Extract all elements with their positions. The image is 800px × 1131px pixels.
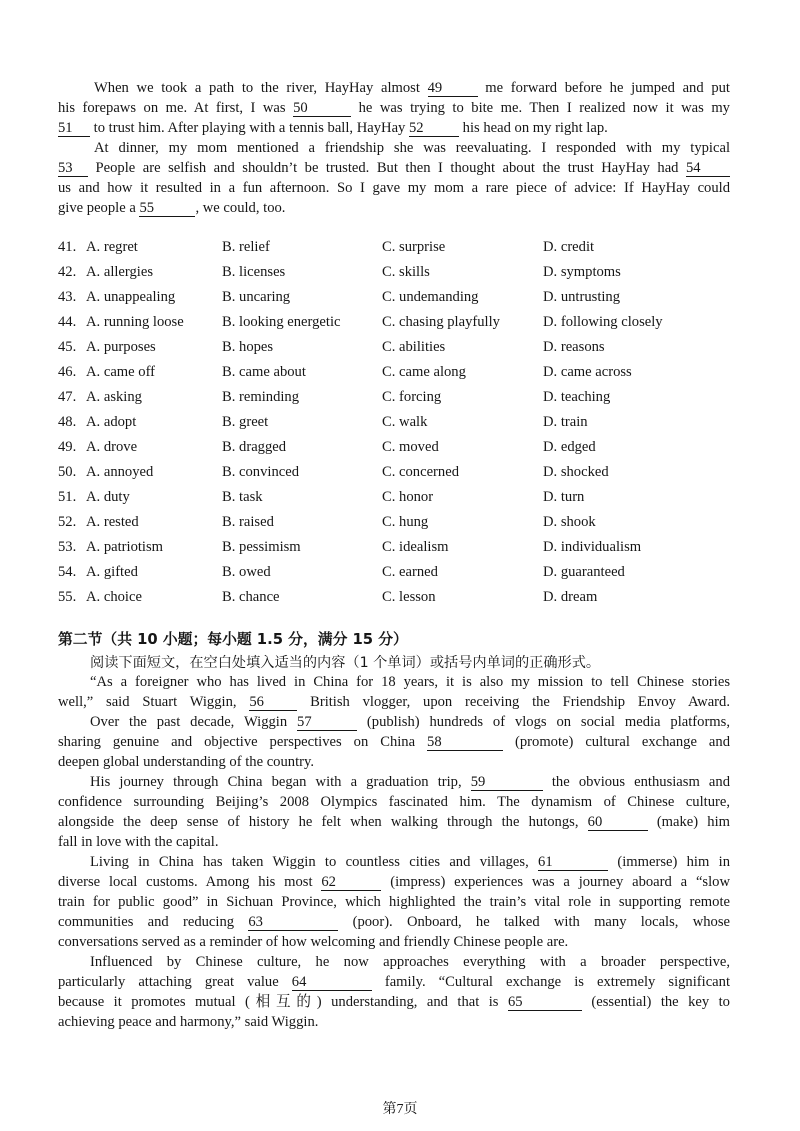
blank-58: 58 [427,734,503,751]
passage2-line: because it promotes mutual (相互的) understanding, and that is 65 (essential) the key to [58,994,730,1010]
option-b: B. hopes [222,339,274,355]
passage2-line: Influenced by Chinese culture, he now approaches everything with a broader perspective, [90,954,730,970]
option-b: B. chance [222,589,280,605]
question-number: 44. [58,314,77,330]
option-b: B. licenses [222,264,286,280]
passage2-line: conversations served as a reminder of how welcoming and friendly Chinese people are. [58,934,569,950]
blank-63: 63 [248,914,338,931]
blank-61: 61 [538,854,608,871]
blank-49: 49 [428,80,478,97]
option-c: C. concerned [382,464,459,480]
option-a: A. allergies [86,264,154,280]
option-b: B. task [222,489,263,505]
blank-56: 56 [249,694,297,711]
blank-57: 57 [297,714,357,731]
option-d: D. shocked [543,464,609,480]
option-c: C. chasing playfully [382,314,500,330]
question-number: 41. [58,239,77,255]
option-d: D. individualism [543,539,642,555]
option-a: A. running loose [86,314,184,330]
passage1-line: When we took a path to the river, HayHay almost 49 me forward before he jumped and put [94,80,730,96]
passage2-line: particularly attaching great value 64 family. “Cultural exchange is extremely significant [58,974,730,990]
option-c: C. idealism [382,539,449,555]
passage1-line: At dinner, my mom mentioned a friendship she was reevaluating. I responded with my typical [94,140,730,156]
option-b: B. greet [222,414,269,430]
option-d: D. guaranteed [543,564,625,580]
passage2-line: achieving peace and harmony,” said Wiggin. [58,1014,319,1030]
blank-51: 51 [58,120,90,137]
question-number: 52. [58,514,77,530]
passage1-line: us and how it resulted in a fun afternoon. So I gave my mom a rare piece of advice: If HayHay could [58,180,730,196]
option-d: D. teaching [543,389,611,405]
option-d: D. credit [543,239,595,255]
option-d: D. dream [543,589,598,605]
option-a: A. duty [86,489,130,505]
passage2-line: alongside the deep sense of history he felt when walking through the hutongs, 60 (make) him [58,814,730,830]
section-instructions: 阅读下面短文，在空白处填入适当的内容（1 个单词）或括号内单词的正确形式。 [90,655,601,671]
option-c: C. forcing [382,389,442,405]
blank-65: 65 [508,994,582,1011]
question-number: 47. [58,389,77,405]
passage2-line: well,” said Stuart Wiggin, 56 British vlogger, upon receiving the Friendship Envoy Award. [58,694,730,710]
option-a: A. annoyed [86,464,154,480]
page-number: 第7页 [382,1102,418,1117]
passage1-line: 53 People are selfish and shouldn’t be trusted. But then I thought about the trust HayHay had 54 [58,158,730,178]
question-number: 46. [58,364,77,380]
question-number: 45. [58,339,77,355]
option-a: A. came off [86,364,156,380]
option-a: A. purposes [86,339,156,355]
option-c: C. hung [382,514,429,530]
passage2-line: communities and reducing 63 (poor). Onboard, he talked with many locals, whose [58,914,730,930]
option-c: C. walk [382,414,428,430]
question-number: 42. [58,264,77,280]
passage1-line: his forepaws on me. At first, I was 50 he was trying to bite me. Then I realized now it was my [58,100,730,116]
option-b: B. pessimism [222,539,301,555]
passage2-line: His journey through China began with a graduation trip, 59 the obvious enthusiasm and [90,774,731,790]
question-number: 54. [58,564,77,580]
blank-59: 59 [471,774,543,791]
option-a: A. unappealing [86,289,176,305]
question-number: 49. [58,439,77,455]
option-b: B. raised [222,514,274,530]
blank-54: 54 [686,160,730,177]
question-number: 55. [58,589,77,605]
option-a: A. choice [86,589,142,605]
option-a: A. patriotism [86,539,164,555]
option-d: D. turn [543,489,585,505]
option-b: B. came about [222,364,306,380]
option-d: D. symptoms [543,264,621,280]
option-b: B. looking energetic [222,314,341,330]
question-number: 48. [58,414,77,430]
option-b: B. uncaring [222,289,291,305]
option-d: D. came across [543,364,632,380]
option-d: D. edged [543,439,596,455]
option-b: B. reminding [222,389,300,405]
passage1-line: 51 to trust him. After playing with a tennis ball, HayHay 52 his head on my right lap. [58,120,608,136]
section-heading: 第二节（共 10 小题；每小题 1.5 分，满分 15 分） [58,631,408,648]
option-c: C. lesson [382,589,436,605]
passage2-line: confidence surrounding Beijing’s 2008 Olympics fascinated him. The dynamism of Chinese culture, [58,794,730,810]
option-c: C. surprise [382,239,446,255]
question-number: 51. [58,489,77,505]
option-a: A. asking [86,389,142,405]
blank-50: 50 [293,100,351,117]
option-a: A. regret [86,239,138,255]
option-c: C. skills [382,264,430,280]
passage2-line: diverse local customs. Among his most 62 (impress) experiences was a journey aboard a “slow [58,874,731,890]
question-number: 53. [58,539,77,555]
option-d: D. untrusting [543,289,621,305]
option-b: B. owed [222,564,271,580]
option-a: A. adopt [86,414,137,430]
passage1-line: give people a 55 , we could, too. [58,200,286,216]
option-c: C. came along [382,364,466,380]
option-d: D. reasons [543,339,605,355]
blank-55: 55 [139,200,195,217]
option-b: B. convinced [222,464,300,480]
option-c: C. undemanding [382,289,479,305]
question-number: 43. [58,289,77,305]
question-number: 50. [58,464,77,480]
blank-64: 64 [292,974,372,991]
option-a: A. rested [86,514,139,530]
passage2-line: Living in China has taken Wiggin to countless cities and villages, 61 (immerse) him in [90,854,730,870]
option-a: A. gifted [86,564,138,580]
passage2-line: “As a foreigner who has lived in China for 18 years, it is also my mission to tell Chinese stories [90,674,730,690]
blank-62: 62 [321,874,381,891]
option-a: A. drove [86,439,138,455]
passage2-line: train for public good” in Sichuan Province, which highlighted the train’s vital role in supporting remote [58,894,730,910]
passage2-line: Over the past decade, Wiggin 57 (publish) hundreds of vlogs on social media platforms, [90,714,730,730]
blank-53: 53 [58,160,88,177]
option-c: C. moved [382,439,439,455]
blank-52: 52 [409,120,459,137]
passage2-line: sharing genuine and objective perspectives on China 58 (promote) cultural exchange and [58,734,730,750]
passage2-line: fall in love with the capital. [58,834,219,850]
option-d: D. train [543,414,588,430]
option-c: C. abilities [382,339,446,355]
blank-60: 60 [588,814,648,831]
option-b: B. relief [222,239,270,255]
option-d: D. shook [543,514,596,530]
option-c: C. honor [382,489,434,505]
option-b: B. dragged [222,439,287,455]
option-d: D. following closely [543,314,663,330]
passage2-line: deepen global understanding of the country. [58,754,314,770]
option-c: C. earned [382,564,438,580]
